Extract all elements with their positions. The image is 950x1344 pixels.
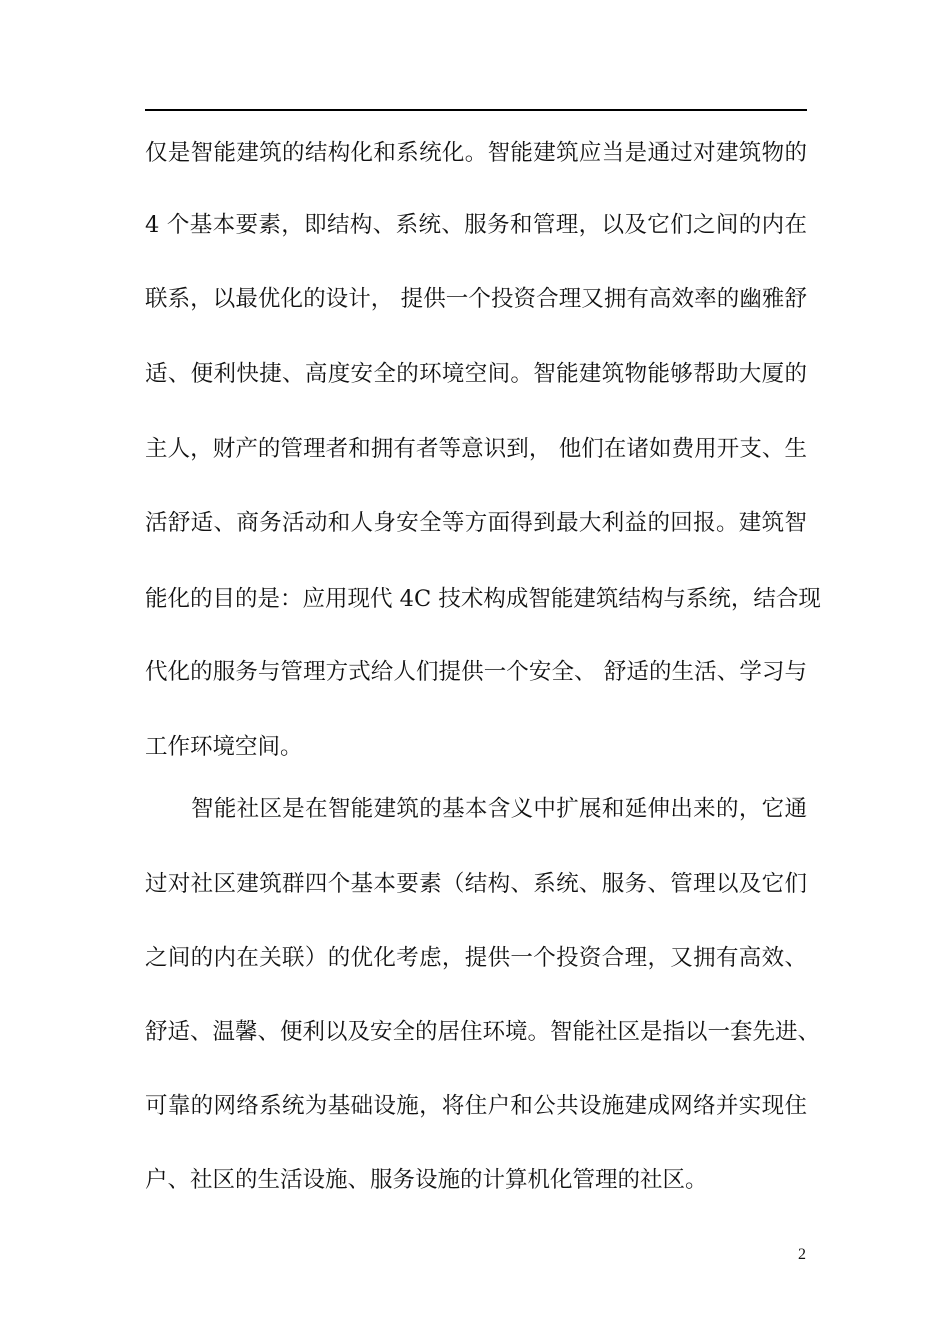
paragraph-line: 智能社区是在智能建筑的基本含义中扩展和延伸出来的，它通	[191, 796, 807, 822]
paragraph-line: 仅是智能建筑的结构化和系统化。智能建筑应当是通过对建筑物的	[145, 140, 807, 166]
paragraph-line: 代化的服务与管理方式给人们提供一个安全、 舒适的生活、学习与	[145, 659, 807, 685]
paragraph-line: 舒适、温馨、便利以及安全的居住环境。智能社区是指以一套先进、	[145, 1019, 821, 1045]
paragraph-line: 过对社区建筑群四个基本要素（结构、系统、服务、管理以及它们	[145, 871, 807, 897]
paragraph-line: 4 个基本要素，即结构、系统、服务和管理，以及它们之间的内在	[145, 212, 807, 238]
paragraph-line: 能化的目的是：应用现代 4C 技术构成智能建筑结构与系统，结合现	[145, 586, 821, 612]
paragraph-line: 活舒适、商务活动和人身安全等方面得到最大利益的回报。建筑智	[145, 510, 807, 536]
paragraph-line: 户、社区的生活设施、服务设施的计算机化管理的社区。	[145, 1167, 708, 1193]
paragraph-line: 主人，财产的管理者和拥有者等意识到， 他们在诸如费用开支、生	[145, 436, 807, 462]
paragraph-line: 之间的内在关联）的优化考虑，提供一个投资合理，又拥有高效、	[145, 945, 807, 971]
paragraph-line: 工作环境空间。	[145, 734, 303, 760]
page-number: 2	[798, 1246, 806, 1263]
paragraph-line: 可靠的网络系统为基础设施，将住户和公共设施建成网络并实现住	[145, 1093, 807, 1119]
paragraph-line: 适、便利快捷、高度安全的环境空间。智能建筑物能够帮助大厦的	[145, 361, 807, 387]
paragraph-line: 联系，以最优化的设计， 提供一个投资合理又拥有高效率的幽雅舒	[145, 286, 807, 312]
header-rule	[145, 109, 807, 111]
